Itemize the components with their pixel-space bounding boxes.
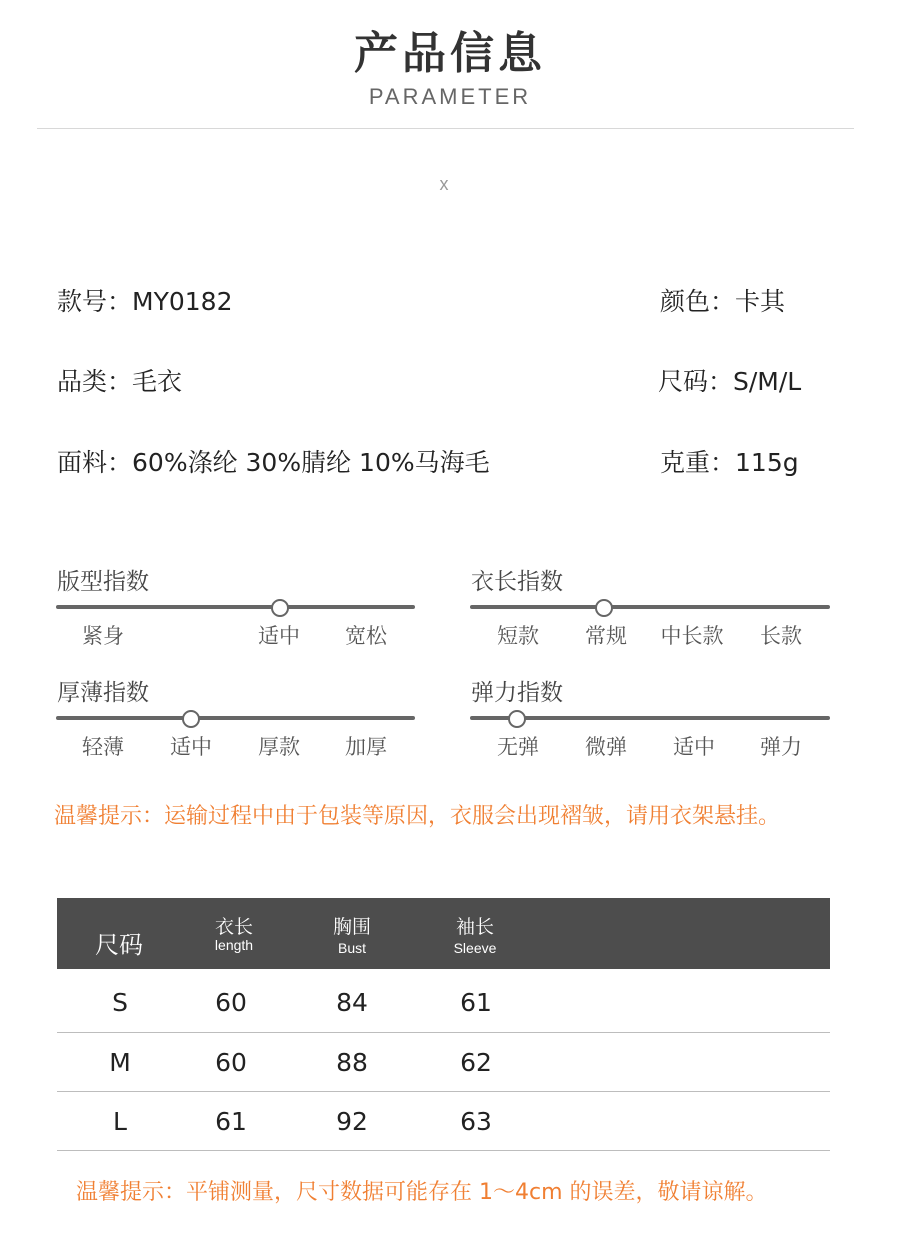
length-option: 短款 xyxy=(497,624,539,648)
length-index-track xyxy=(470,605,830,609)
fit-index-knob xyxy=(271,599,289,617)
shipping-tip: 温馨提示：运输过程中由于包装等原因，衣服会出现褶皱，请用衣架悬挂。 xyxy=(54,804,781,829)
length-option: 长款 xyxy=(760,624,802,648)
info-weight xyxy=(660,447,799,479)
length-index-title: 衣长指数 xyxy=(471,569,563,595)
fit-index-track xyxy=(56,605,415,609)
elasticity-index-knob xyxy=(508,710,526,728)
info-fabric xyxy=(57,447,490,479)
fabric-label: 面料： xyxy=(57,448,133,477)
size-table-header-size: 尺码 xyxy=(95,931,143,959)
fit-option: 紧身 xyxy=(82,624,124,648)
thickness-index-track xyxy=(56,716,415,720)
color-label: 颜色： xyxy=(660,287,736,316)
table-cell: S xyxy=(112,988,128,1017)
weight-label: 克重： xyxy=(660,448,736,477)
info-color xyxy=(660,286,785,318)
thickness-option: 厚款 xyxy=(258,735,300,759)
thickness-index-knob xyxy=(182,710,200,728)
size-table-header-sleeve: 袖长 xyxy=(455,916,494,938)
table-cell: 61 xyxy=(215,1107,247,1136)
style-no-value: MY0182 xyxy=(132,287,233,316)
table-cell: 60 xyxy=(215,988,247,1017)
category-label: 品类： xyxy=(57,367,133,396)
color-value: 卡其 xyxy=(735,287,786,316)
weight-value: 115g xyxy=(735,448,799,477)
measure-tip: 温馨提示：平铺测量，尺寸数据可能存在 1～4cm 的误差，敬请谅解。 xyxy=(76,1180,768,1205)
table-cell: 61 xyxy=(460,988,492,1017)
info-size xyxy=(658,366,801,398)
fabric-value: 60%涤纶 30%腈纶 10%马海毛 xyxy=(132,448,490,477)
fit-option: 宽松 xyxy=(345,624,387,648)
thickness-index-title: 厚薄指数 xyxy=(57,680,149,706)
header-divider xyxy=(37,128,854,129)
table-cell: 84 xyxy=(336,988,368,1017)
thickness-option: 适中 xyxy=(170,735,212,759)
elasticity-option: 弹力 xyxy=(760,735,802,759)
info-style-no xyxy=(57,286,232,318)
thickness-option: 轻薄 xyxy=(82,735,124,759)
size-table-header-bust-en: Bust xyxy=(337,940,366,956)
fit-index-title: 版型指数 xyxy=(57,569,149,595)
table-cell: 62 xyxy=(460,1048,492,1077)
close-icon[interactable]: x xyxy=(439,174,449,194)
elasticity-option: 微弹 xyxy=(585,735,627,759)
size-table-header-length: 衣长 xyxy=(214,916,253,938)
table-cell: L xyxy=(113,1107,127,1136)
page-title: 产品信息 xyxy=(354,28,546,79)
category-value: 毛衣 xyxy=(132,367,183,396)
table-cell: 63 xyxy=(460,1107,492,1136)
thickness-option: 加厚 xyxy=(345,735,387,759)
size-table-header-bust: 胸围 xyxy=(332,916,371,938)
size-table-header-sleeve-en: Sleeve xyxy=(453,940,497,956)
length-option: 中长款 xyxy=(660,624,724,648)
table-cell: 88 xyxy=(336,1048,368,1077)
table-cell: 60 xyxy=(215,1048,247,1077)
length-index-knob xyxy=(595,599,613,617)
style-no-label: 款号： xyxy=(57,287,133,316)
length-option: 常规 xyxy=(585,624,627,648)
size-label: 尺码： xyxy=(658,367,734,396)
elasticity-option: 无弹 xyxy=(497,735,539,759)
page-subtitle: PARAMETER xyxy=(368,84,532,109)
table-cell: M xyxy=(109,1048,131,1077)
elasticity-option: 适中 xyxy=(673,735,715,759)
size-value: S/M/L xyxy=(733,367,802,396)
size-table-header-length-en: length xyxy=(214,937,254,953)
elasticity-index-title: 弹力指数 xyxy=(471,680,563,706)
table-cell: 92 xyxy=(336,1107,368,1136)
fit-option: 适中 xyxy=(258,624,300,648)
info-category xyxy=(57,366,182,398)
